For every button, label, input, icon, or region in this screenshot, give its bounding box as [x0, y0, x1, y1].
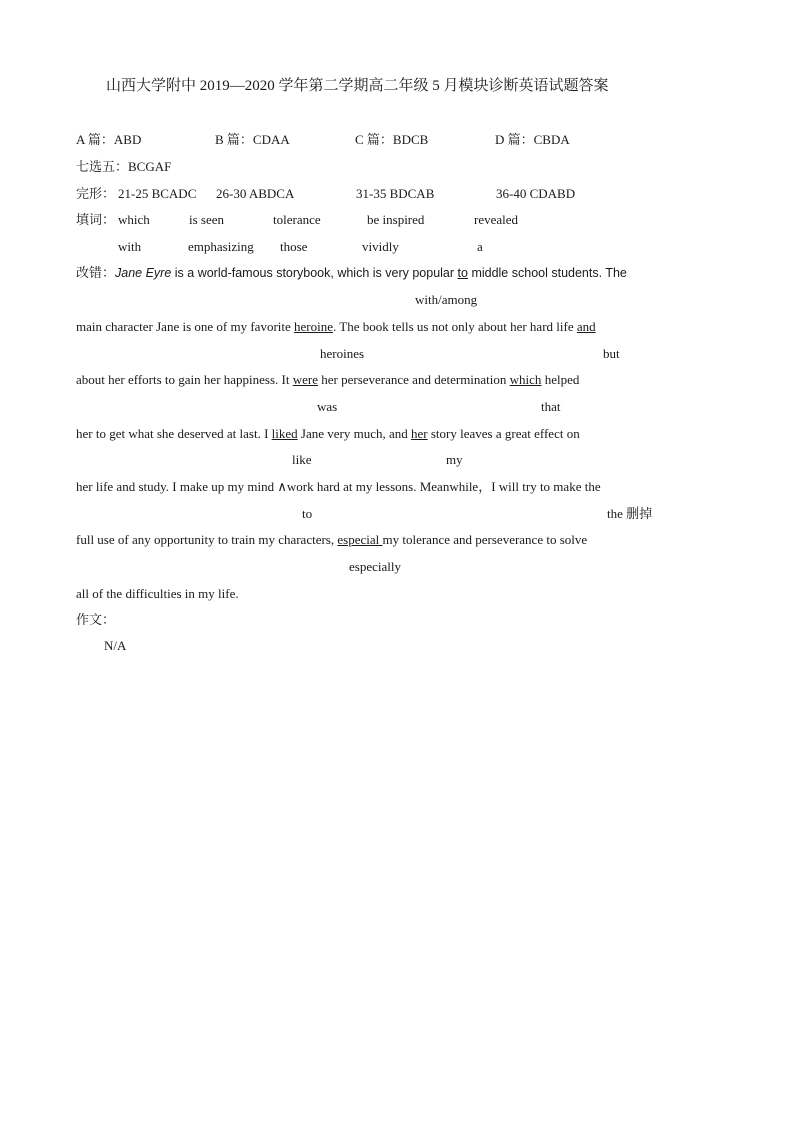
- reading-b-label: B 篇：: [215, 132, 253, 147]
- cloze-group-4: 36-40 CDABD: [496, 186, 576, 201]
- correction-fix: that: [541, 399, 561, 414]
- correction-fix: with/among: [415, 292, 478, 307]
- correction-fix: but: [603, 346, 620, 361]
- seven-five: [76, 159, 171, 175]
- reading-d-answer: CBDA: [533, 132, 570, 147]
- fill-word: is seen: [189, 212, 225, 227]
- error-word: and: [576, 319, 596, 334]
- correction-text: story leaves a great effect on: [427, 426, 580, 441]
- seven-five-answer: BCGAF: [128, 159, 172, 174]
- correction-line-1: [76, 265, 627, 281]
- correction-label: 改错：: [76, 265, 116, 280]
- reading-c: [355, 132, 428, 148]
- correction-text: main character Jane is one of my favorite: [76, 319, 295, 334]
- correction-text: Jane very much, and: [297, 426, 412, 441]
- correction-text: middle school students. The: [467, 266, 627, 280]
- reading-a: [76, 132, 141, 148]
- error-word: which: [509, 372, 542, 387]
- reading-a-answer: ABD: [113, 132, 142, 147]
- fill-word: tolerance: [273, 212, 321, 227]
- error-word: liked: [271, 426, 298, 441]
- reading-b: [215, 132, 290, 148]
- correction-fix: heroines: [320, 346, 365, 361]
- reading-d-label: D 篇：: [495, 132, 534, 147]
- error-word: were: [292, 372, 318, 387]
- fill-word: with: [118, 239, 142, 254]
- correction-fix: the 删掉: [607, 506, 653, 521]
- fill-word: those: [280, 239, 308, 254]
- correction-line-2: [76, 319, 596, 335]
- cloze-group-3: 31-35 BDCAB: [356, 186, 435, 201]
- correction-line-6: [76, 532, 587, 548]
- fill-word: revealed: [474, 212, 519, 227]
- correction-fix: like: [292, 452, 312, 467]
- cloze-group-1: 21-25 BCADC: [118, 186, 197, 201]
- error-word: her: [411, 426, 428, 441]
- correction-fix: especially: [349, 559, 401, 574]
- fill-word: a: [477, 239, 483, 254]
- reading-a-label: A 篇：: [76, 132, 114, 147]
- reading-b-answer: CDAA: [252, 132, 290, 147]
- fill-word: which: [118, 212, 150, 227]
- correction-text: her perseverance and determination: [318, 372, 510, 387]
- seven-five-label: 七选五：: [76, 159, 129, 174]
- error-word: especial: [337, 532, 383, 547]
- fill-label: 填词：: [76, 212, 116, 227]
- correction-text: . The book tells us not only about her hard life: [333, 319, 577, 334]
- correction-line-7: all of the difficulties in my life.: [76, 586, 239, 601]
- correction-text: her to get what she deserved at last. I: [76, 426, 272, 441]
- error-word: to: [457, 266, 468, 280]
- reading-c-answer: BDCB: [392, 132, 429, 147]
- fill-word: be inspired: [367, 212, 425, 227]
- correction-text: my tolerance and perseverance to solve: [382, 532, 588, 547]
- correction-fix: my: [446, 452, 463, 467]
- correction-line-5: her life and study. I make up my mind ∧work hard at my lessons. Meanwhile，I will try to make the: [76, 479, 601, 494]
- cloze-group-2: 26-30 ABDCA: [216, 186, 295, 201]
- error-word: heroine: [294, 319, 334, 334]
- correction-text: helped: [541, 372, 580, 387]
- correction-text: is a world-famous storybook, which is very popular: [171, 266, 458, 280]
- correction-text: about her efforts to gain her happiness. It: [76, 372, 293, 387]
- reading-c-label: C 篇：: [355, 132, 393, 147]
- writing-answer: N/A: [104, 638, 127, 653]
- correction-fix: to: [302, 506, 313, 521]
- writing-label: 作文：: [76, 612, 116, 627]
- document-title: 山西大学附中 2019—2020 学年第二学期高二年级 5 月模块诊断英语试题答案: [106, 78, 609, 94]
- book-title: Jane Eyre: [115, 266, 172, 280]
- correction-text: full use of any opportunity to train my characters,: [76, 532, 338, 547]
- fill-word: vividly: [362, 239, 399, 254]
- fill-word: emphasizing: [188, 239, 254, 254]
- correction-line-3: [76, 372, 579, 388]
- cloze-label: 完形：: [76, 186, 116, 201]
- correction-fix: was: [317, 399, 338, 414]
- reading-d: [495, 132, 570, 148]
- correction-line-4: [76, 426, 580, 442]
